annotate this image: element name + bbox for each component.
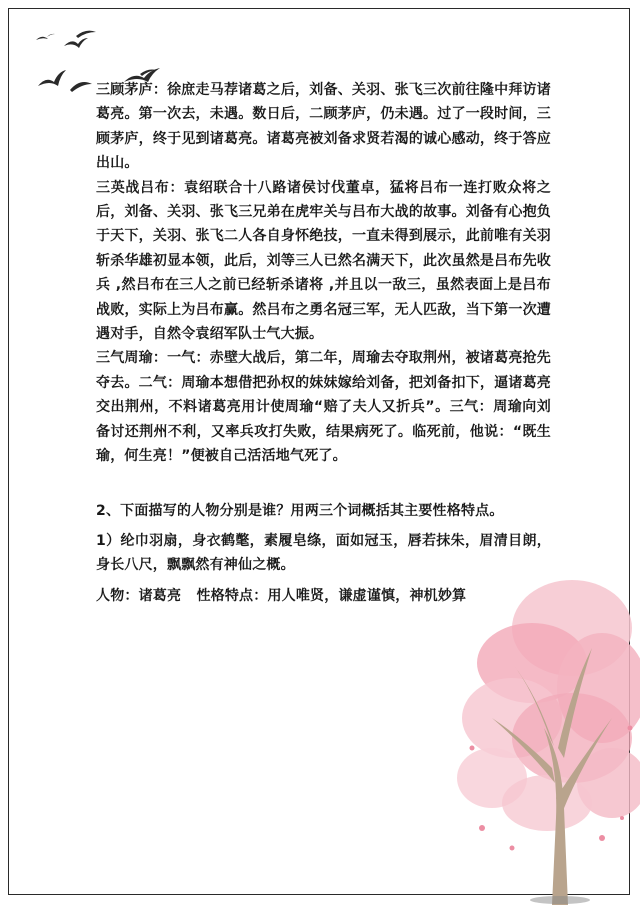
paragraph-term: 三气周瑜 [96,350,153,367]
question-item: 1）纶巾羽扇，身衣鹤氅，素履皂绦，面如冠玉，唇若抹朱，眉清目朗，身长八尺，飘飘然有神仙之概。 [96,532,551,574]
paragraph-san-gu-mao-lu [96,78,551,176]
paragraph-san-ying-zhan-lv-bu [96,176,551,347]
answer-person: 诸葛亮 [138,587,182,604]
answer-person-label: 人物： [96,587,139,604]
cherry-blossom-tree-icon [452,568,640,905]
answer-line [96,584,551,608]
answer-trait-label: 性格特点： [196,587,268,604]
answer-traits: 用人唯贤，谦虚谨慎，神机妙算 [267,587,467,604]
question-heading: 2、下面描写的人物分别是谁？用两三个词概括其主要性格特点。 [96,502,504,519]
paragraph-text: ：徐庶走马荐诸葛之后，刘备、关羽、张飞三次前往隆中拜访诸葛亮。第一次去，未遇。数日后，二顾茅庐，仍未遇。过了一段时间，三顾茅庐，终于见到诸葛亮。诸葛亮被刘备求贤若渴的诚心感动，终于答应出山。 [96,82,551,172]
paragraph-text: ：袁绍联合十八路诸侯讨伐董卓，猛将吕布一连打败众将之后，刘备、关羽、张飞三兄弟在虎牢关与吕布大战的故事。刘备有心抱负于天下，关羽、张飞二人各自身怀绝技，一直未得到展示，此前唯有关羽斩杀华雄初显本领，此后，刘等三人已然名满天下，此次虽然是吕布先收兵 ,然吕布在三人之前已经斩杀诸将 ,并且以一敌三，虽然表面上是吕布战败，实际上为吕布赢。然吕布之勇名冠三军，无人匹敌，当下第一次遭遇对手，自然令袁绍军队士气大振。 [96,179,551,343]
paragraph-san-qi-zhou-yu [96,346,551,468]
paragraph-text: ：一气：赤壁大战后，第二年，周瑜去夺取荆州，被诸葛亮抢先夺去。二气：周瑜本想借把孙权的妹妹嫁给刘备，把刘备扣下，逼诸葛亮交出荆州，不料诸葛亮用计使周瑜“赔了夫人又折兵”。三气：周瑜向刘备讨还荆州不利，又率兵攻打失败，结果病死了。临死前，他说：“既生瑜，何生亮！”便被自己活活地气死了。 [96,350,551,465]
paragraph-term: 三顾茅庐 [96,82,153,98]
section-gap [96,469,551,493]
paragraph-term: 三英战吕布 [96,179,170,196]
document-body [96,78,551,608]
